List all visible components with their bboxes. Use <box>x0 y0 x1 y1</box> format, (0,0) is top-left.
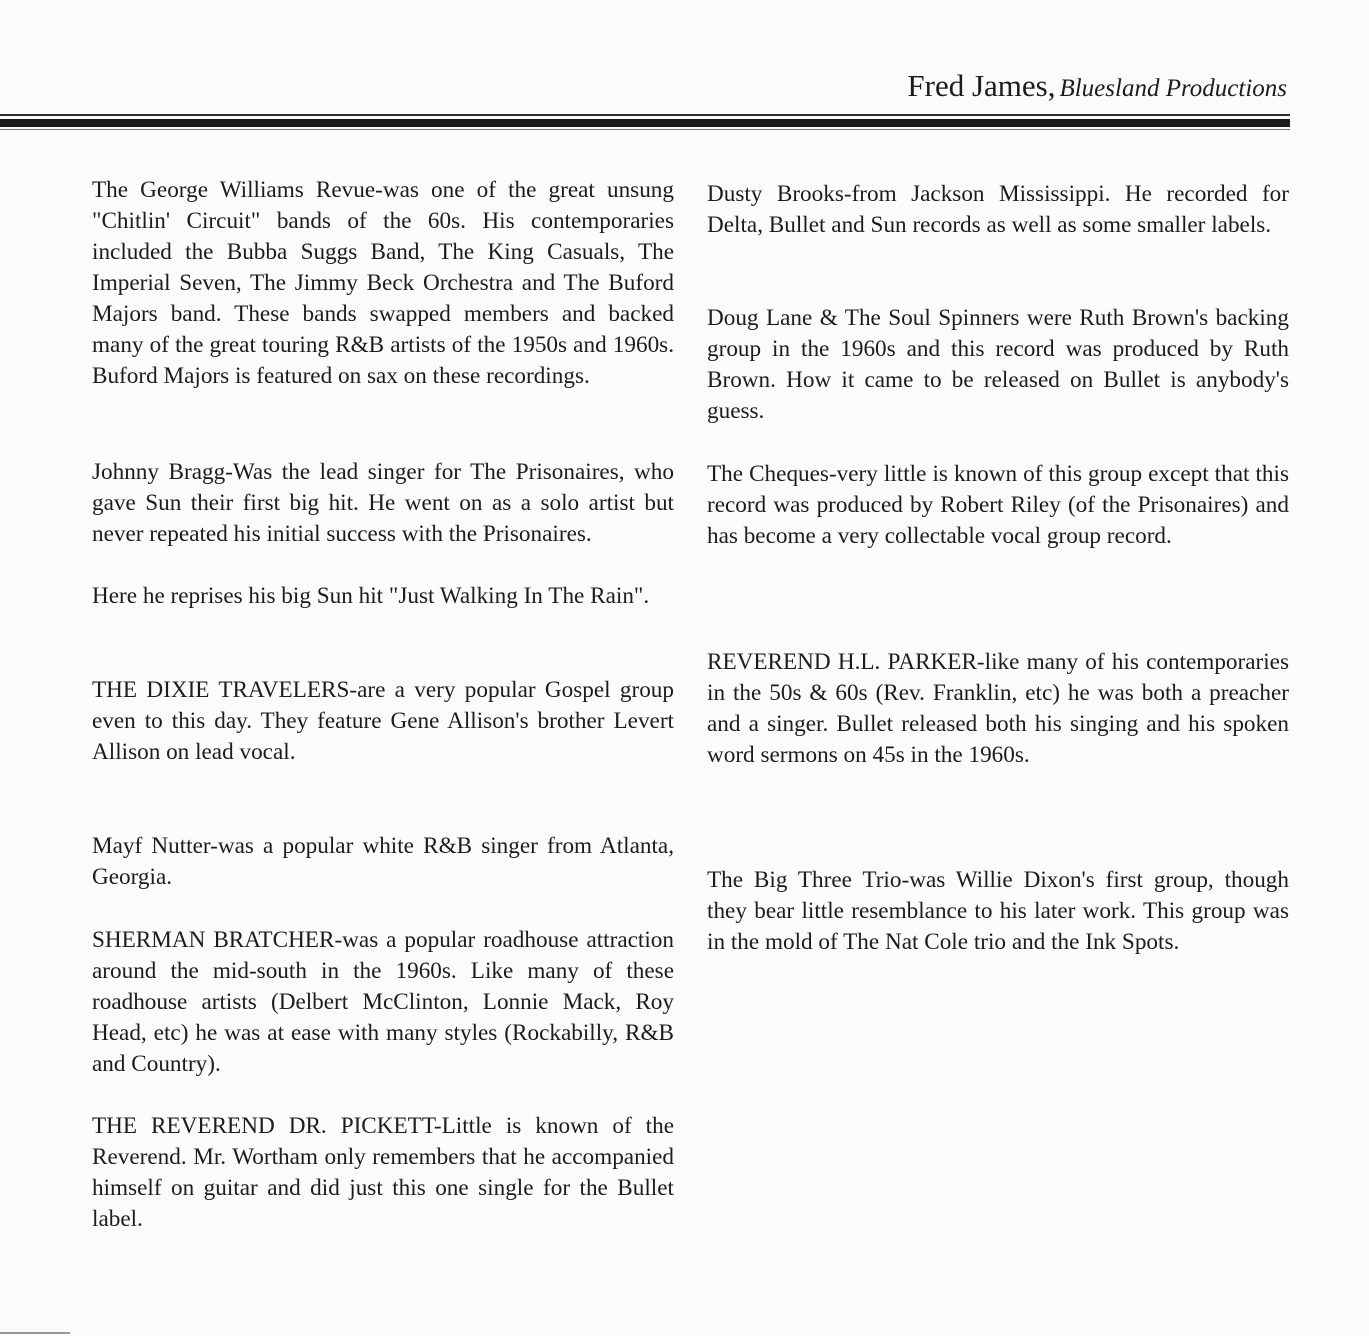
paragraph-george-williams: The George Williams Revue-was one of the great unsung "Chitlin' Circuit" bands of the 60s. His contemporaries included the Bubba Suggs Band, The King Casuals, The Imperial Seven, The Jimmy Beck Orchestra and The Buford Majors band. These bands swapped members and backed many of the great touring R&B artists of the 1950s and 1960s. Buford Majors is featured on sax on these recordings. <box>92 177 674 389</box>
paragraph-dixie-travelers: THE DIXIE TRAVELERS-are a very popular Gospel group even to this day. They feature Gene Allison's brother Levert Allison on lead vocal. <box>92 677 674 765</box>
paragraph-big-three-trio: The Big Three Trio-was Willie Dixon's first group, though they bear little resemblance to his later work. This group was in the mold of The Nat Cole trio and the Ink Spots. <box>707 867 1289 955</box>
paragraph-johnny-bragg: Johnny Bragg-Was the lead singer for The Prisonaires, who gave Sun their first big hit. He went on as a solo artist but never repeated his initial success with the Prisonaires. <box>92 459 674 547</box>
paragraph-doug-lane: Doug Lane & The Soul Spinners were Ruth Brown's backing group in the 1960s and this record was produced by Ruth Brown. How it came to be released on Bullet is anybody's guess. <box>707 305 1289 424</box>
paragraph-johnny-bragg-reprise: Here he reprises his big Sun hit "Just Walking In The Rain". <box>92 583 650 609</box>
paragraph-the-cheques: The Cheques-very little is known of this group except that this record was produced by Robert Riley (of the Prisonaires) and has become a very collectable vocal group record. <box>707 461 1289 549</box>
header-rule-thin <box>0 114 1290 116</box>
paragraph-dusty-brooks: Dusty Brooks-from Jackson Mississippi. He recorded for Delta, Bullet and Sun records as well as some smaller labels. <box>707 181 1289 238</box>
paragraph-reverend-parker: REVEREND H.L. PARKER-like many of his contemporaries in the 50s & 60s (Rev. Franklin, etc) he was both a preacher and a singer. Bullet released both his singing and his spoken word sermons on 45s in the 1960s. <box>707 649 1289 768</box>
paragraph-mayf-nutter: Mayf Nutter-was a popular white R&B singer from Atlanta, Georgia. <box>92 833 674 890</box>
page-header <box>907 68 1287 104</box>
organization-name: Bluesland Productions <box>1059 75 1287 102</box>
scan-edge-mark <box>0 1332 70 1334</box>
paragraph-sherman-bratcher: SHERMAN BRATCHER-was a popular roadhouse attraction around the mid-south in the 1960s. Like many of these roadhouse artists (Delbert McClinton, Lonnie Mack, Roy Head, etc) he was at ease with many styles (Rockabilly, R&B and Country). <box>92 927 674 1077</box>
paragraph-reverend-pickett: THE REVEREND DR. PICKETT-Little is known of the Reverend. Mr. Wortham only remembers that he accompanied himself on guitar and did just this one single for the Bullet label. <box>92 1113 674 1232</box>
author-name: Fred James, <box>907 68 1056 103</box>
header-rule-thick <box>0 119 1290 127</box>
header-rule-hairline <box>0 129 1290 130</box>
